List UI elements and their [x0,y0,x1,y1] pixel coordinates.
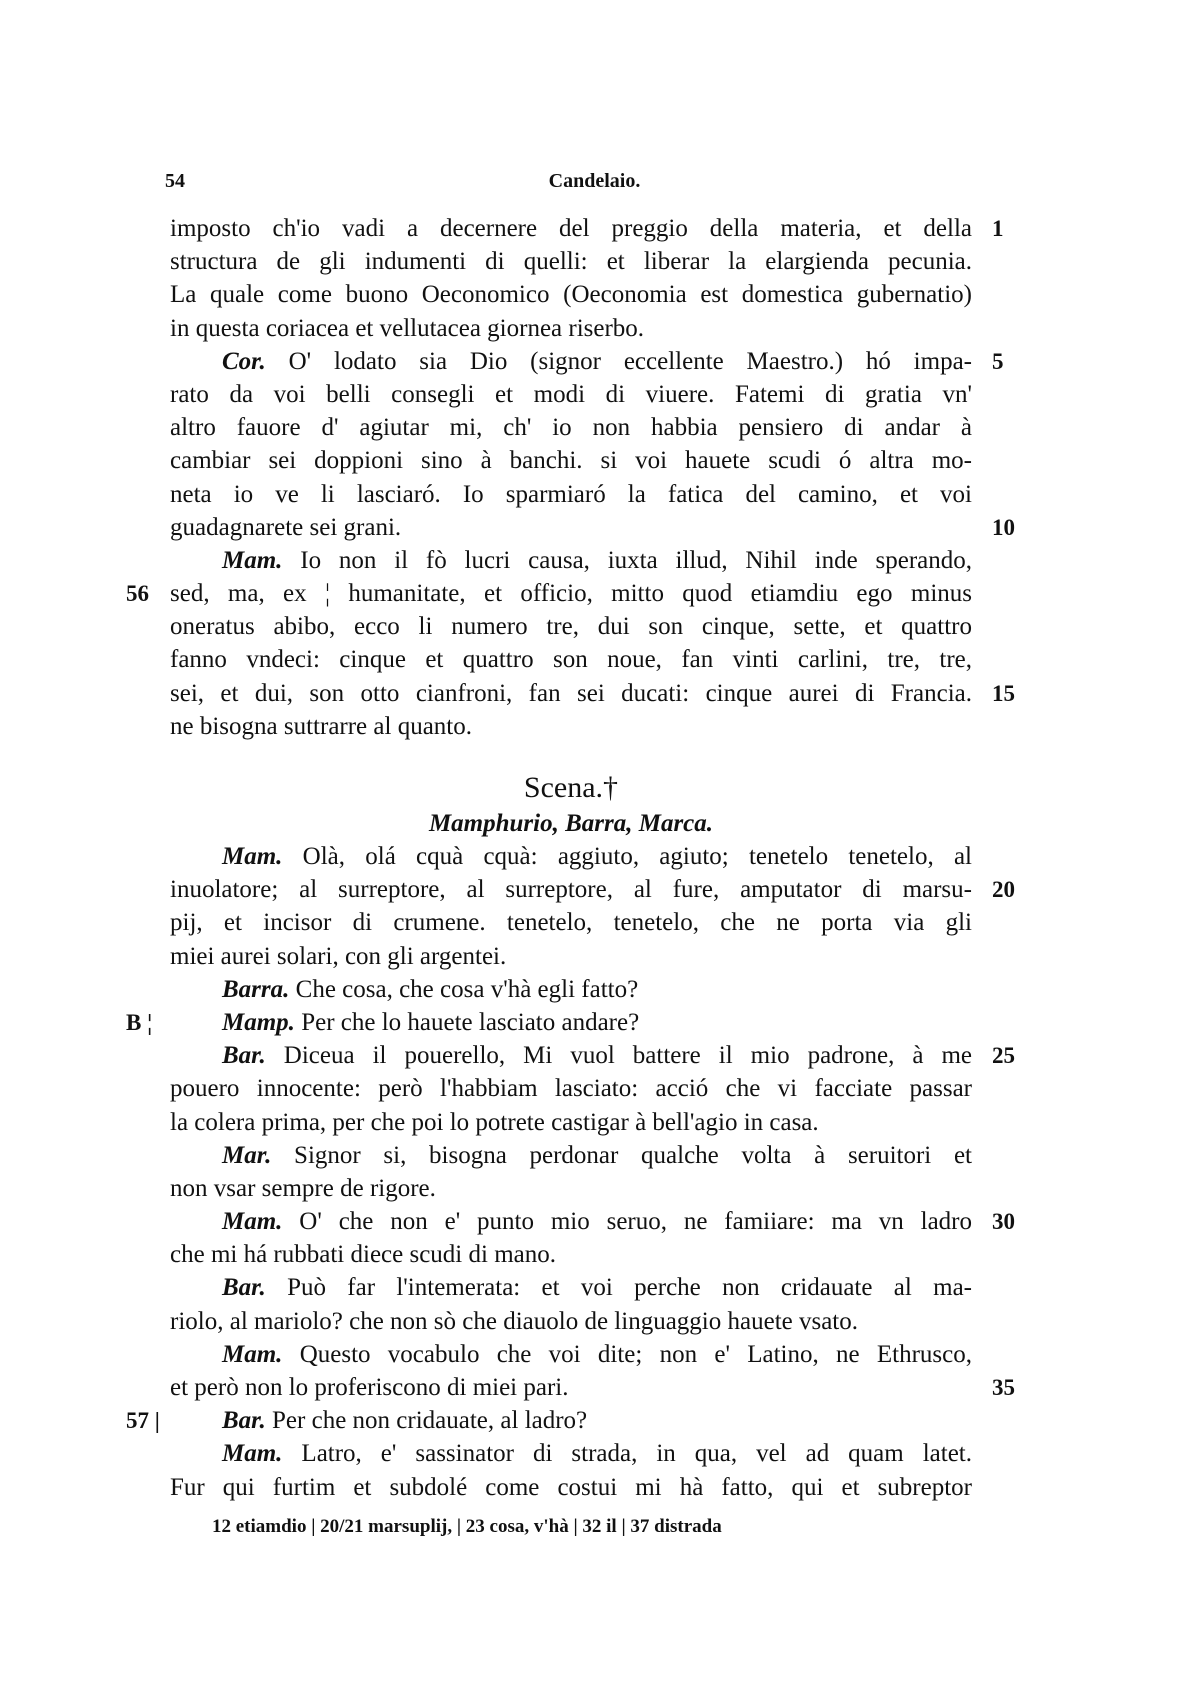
speaker-name: Mamp. [222,1008,295,1036]
margin-page-ref: 57 | [126,1408,160,1434]
line-text: fanno vndeci: cinque et quattro son noue, fan vinti carlini, tre, tre, [170,646,972,674]
running-title: Candelaio. [548,170,641,192]
line-text: pij, et incisor di crumene. tenetelo, tenetelo, che ne porta via gli [170,909,972,937]
line-text: Per che lo hauete lasciato andare? [294,1008,640,1036]
line-text: O' che non e' punto mio seruo, ne famiiare: ma vn ladro [282,1208,972,1236]
text-line [170,906,972,939]
text-line [170,677,1015,710]
text-line [170,1106,972,1139]
speaker-name: Bar. [222,1274,266,1302]
line-number: 10 [992,514,1015,540]
text-line [126,1006,972,1039]
text-line [170,643,972,676]
text-body [126,212,1015,1504]
text-line [126,1404,972,1437]
text-line [170,411,972,444]
text-line [170,345,1004,378]
line-text: Diceua il pouerello, Mi vuol battere il mio padrone, à me [265,1042,972,1070]
text-line [170,444,972,477]
line-text: pouero innocente: però l'habbiam lasciato: acció che vi facciate passar [170,1075,972,1103]
text-line [170,212,1004,245]
text-line [170,973,972,1006]
speaker-name: Mam. [222,546,283,574]
text-line [170,378,972,411]
line-number: 35 [992,1375,1015,1400]
speaker-name: Bar. [222,1042,266,1070]
line-text: Fur qui furtim et subdolé come costui mi hà fatto, qui et subreptor [170,1473,972,1501]
text-line [170,1238,972,1271]
text-line [170,1371,1015,1404]
text-line [170,312,972,345]
speaker-name: Cor. [222,347,266,375]
text-line [170,940,972,973]
scene-heading: Scena.† [523,771,619,804]
text-block-1 [126,212,1015,743]
line-number: 25 [992,1043,1015,1069]
line-text: inuolatore; al surreptore, al surreptore, al fure, amputator di marsu- [170,876,972,904]
line-text: Io non il fò lucri causa, iuxta illud, Nihil inde sperando, [282,546,972,574]
text-line [170,1338,972,1371]
text-line [170,1305,972,1338]
line-text: non vsar sempre de rigore. [170,1174,436,1202]
line-text: la colera prima, per che poi lo potrete castigar à bell'agio in casa. [170,1108,819,1136]
line-number: 15 [992,680,1015,706]
text-line [170,1172,972,1205]
line-text: sed, ma, ex ¦ humanitate, et officio, mitto quod etiamdiu ego minus [170,580,972,608]
line-text: Latro, e' sassinator di strada, in qua, vel ad quam latet. [282,1440,972,1468]
line-number: 5 [992,348,1004,374]
line-text: Può far l'intemerata: et voi perche non cridauate al ma- [265,1274,972,1302]
text-line [170,840,972,873]
text-line [170,1437,972,1470]
margin-page-ref: 56 [126,581,149,607]
line-text: in questa coriacea et vellutacea giornea riserbo. [170,314,645,342]
text-line [170,710,972,743]
speaker-name: Mam. [222,843,283,870]
scene-cast: Mamphurio, Barra, Marca. [428,810,714,837]
line-text: imposto ch'io vadi a decernere del preggio della materia, et della [170,215,972,242]
line-text: neta io ve li lasciaró. Io sparmiaró la fatica del camino, et voi [170,480,972,508]
text-line [170,1205,1015,1238]
line-text: riolo, al mariolo? che non sò che diauolo de linguaggio hauete vsato. [170,1307,859,1335]
text-block-2 [126,840,1015,1504]
text-line [170,1471,972,1504]
speaker-name: Mar. [222,1141,272,1169]
line-number: 1 [992,216,1004,241]
text-line [170,245,972,278]
text-line [170,478,972,511]
line-text: cambiar sei doppioni sino à banchi. si voi hauete scudi ó altra mo- [170,447,972,475]
speaker-name: Bar. [222,1407,266,1435]
line-text: altro fauore d' agiutar mi, ch' io non habbia pensiero di andar à [170,414,972,442]
speaker-name: Mam. [222,1340,283,1368]
line-text: Olà, olá cquà cquà: aggiuto, agiuto; tenetelo tenetelo, al [282,843,972,870]
line-text: et però non lo proferiscono di miei pari. [170,1374,569,1401]
line-text: La quale come buono Oeconomico (Oeconomia est domestica gubernatio) [170,281,972,309]
footnote-apparatus: 12 etiamdio | 20/21 marsuplij, | 23 cosa, v'hà | 32 il | 37 distrada [212,1516,722,1537]
line-text: sei, et dui, son otto cianfroni, fan sei ducati: cinque aurei di Francia. [170,679,972,707]
line-text: ne bisogna suttrarre al quanto. [170,712,472,740]
text-line [170,278,972,311]
line-number: 20 [992,877,1015,903]
line-text: O' lodato sia Dio (signor eccellente Maestro.) hó impa- [265,347,972,375]
line-text: Che cosa, che cosa v'hà egli fatto? [289,975,639,1003]
line-text: Questo vocabulo che voi dite; non e' Latino, ne Ethrusco, [282,1340,972,1368]
text-line [170,1139,972,1172]
text-line [170,610,972,643]
speaker-name: Mam. [222,1208,283,1236]
line-text: che mi há rubbati diece scudi di mano. [170,1241,556,1269]
text-line [170,873,1015,906]
line-text: Signor si, bisogna perdonar qualche volta à seruitori et [271,1141,972,1169]
line-number: 30 [992,1209,1015,1235]
line-text: guadagnarete sei grani. [170,513,402,541]
margin-page-ref: B ¦ [126,1009,153,1035]
line-text: miei aurei solari, con gli argentei. [170,942,507,970]
speaker-name: Barra. [222,975,290,1003]
text-line [170,1271,972,1304]
spacer [170,743,972,769]
text-line [126,577,972,610]
speaker-name: Mam. [222,1440,283,1468]
text-line [170,511,1015,544]
line-text: oneratus abibo, ecco li numero tre, dui son cinque, sette, et quattro [170,613,972,641]
line-text: Per che non cridauate, al ladro? [265,1407,588,1435]
line-text: structura de gli indumenti di quelli: et liberar la elargienda pecunia. [170,248,972,276]
text-line [170,1039,1015,1072]
page-number: 54 [165,170,185,192]
text-line [170,1072,972,1105]
line-text: rato da voi belli consegli et modi di viuere. Fatemi di gratia vn' [170,380,972,408]
text-line [170,544,972,577]
